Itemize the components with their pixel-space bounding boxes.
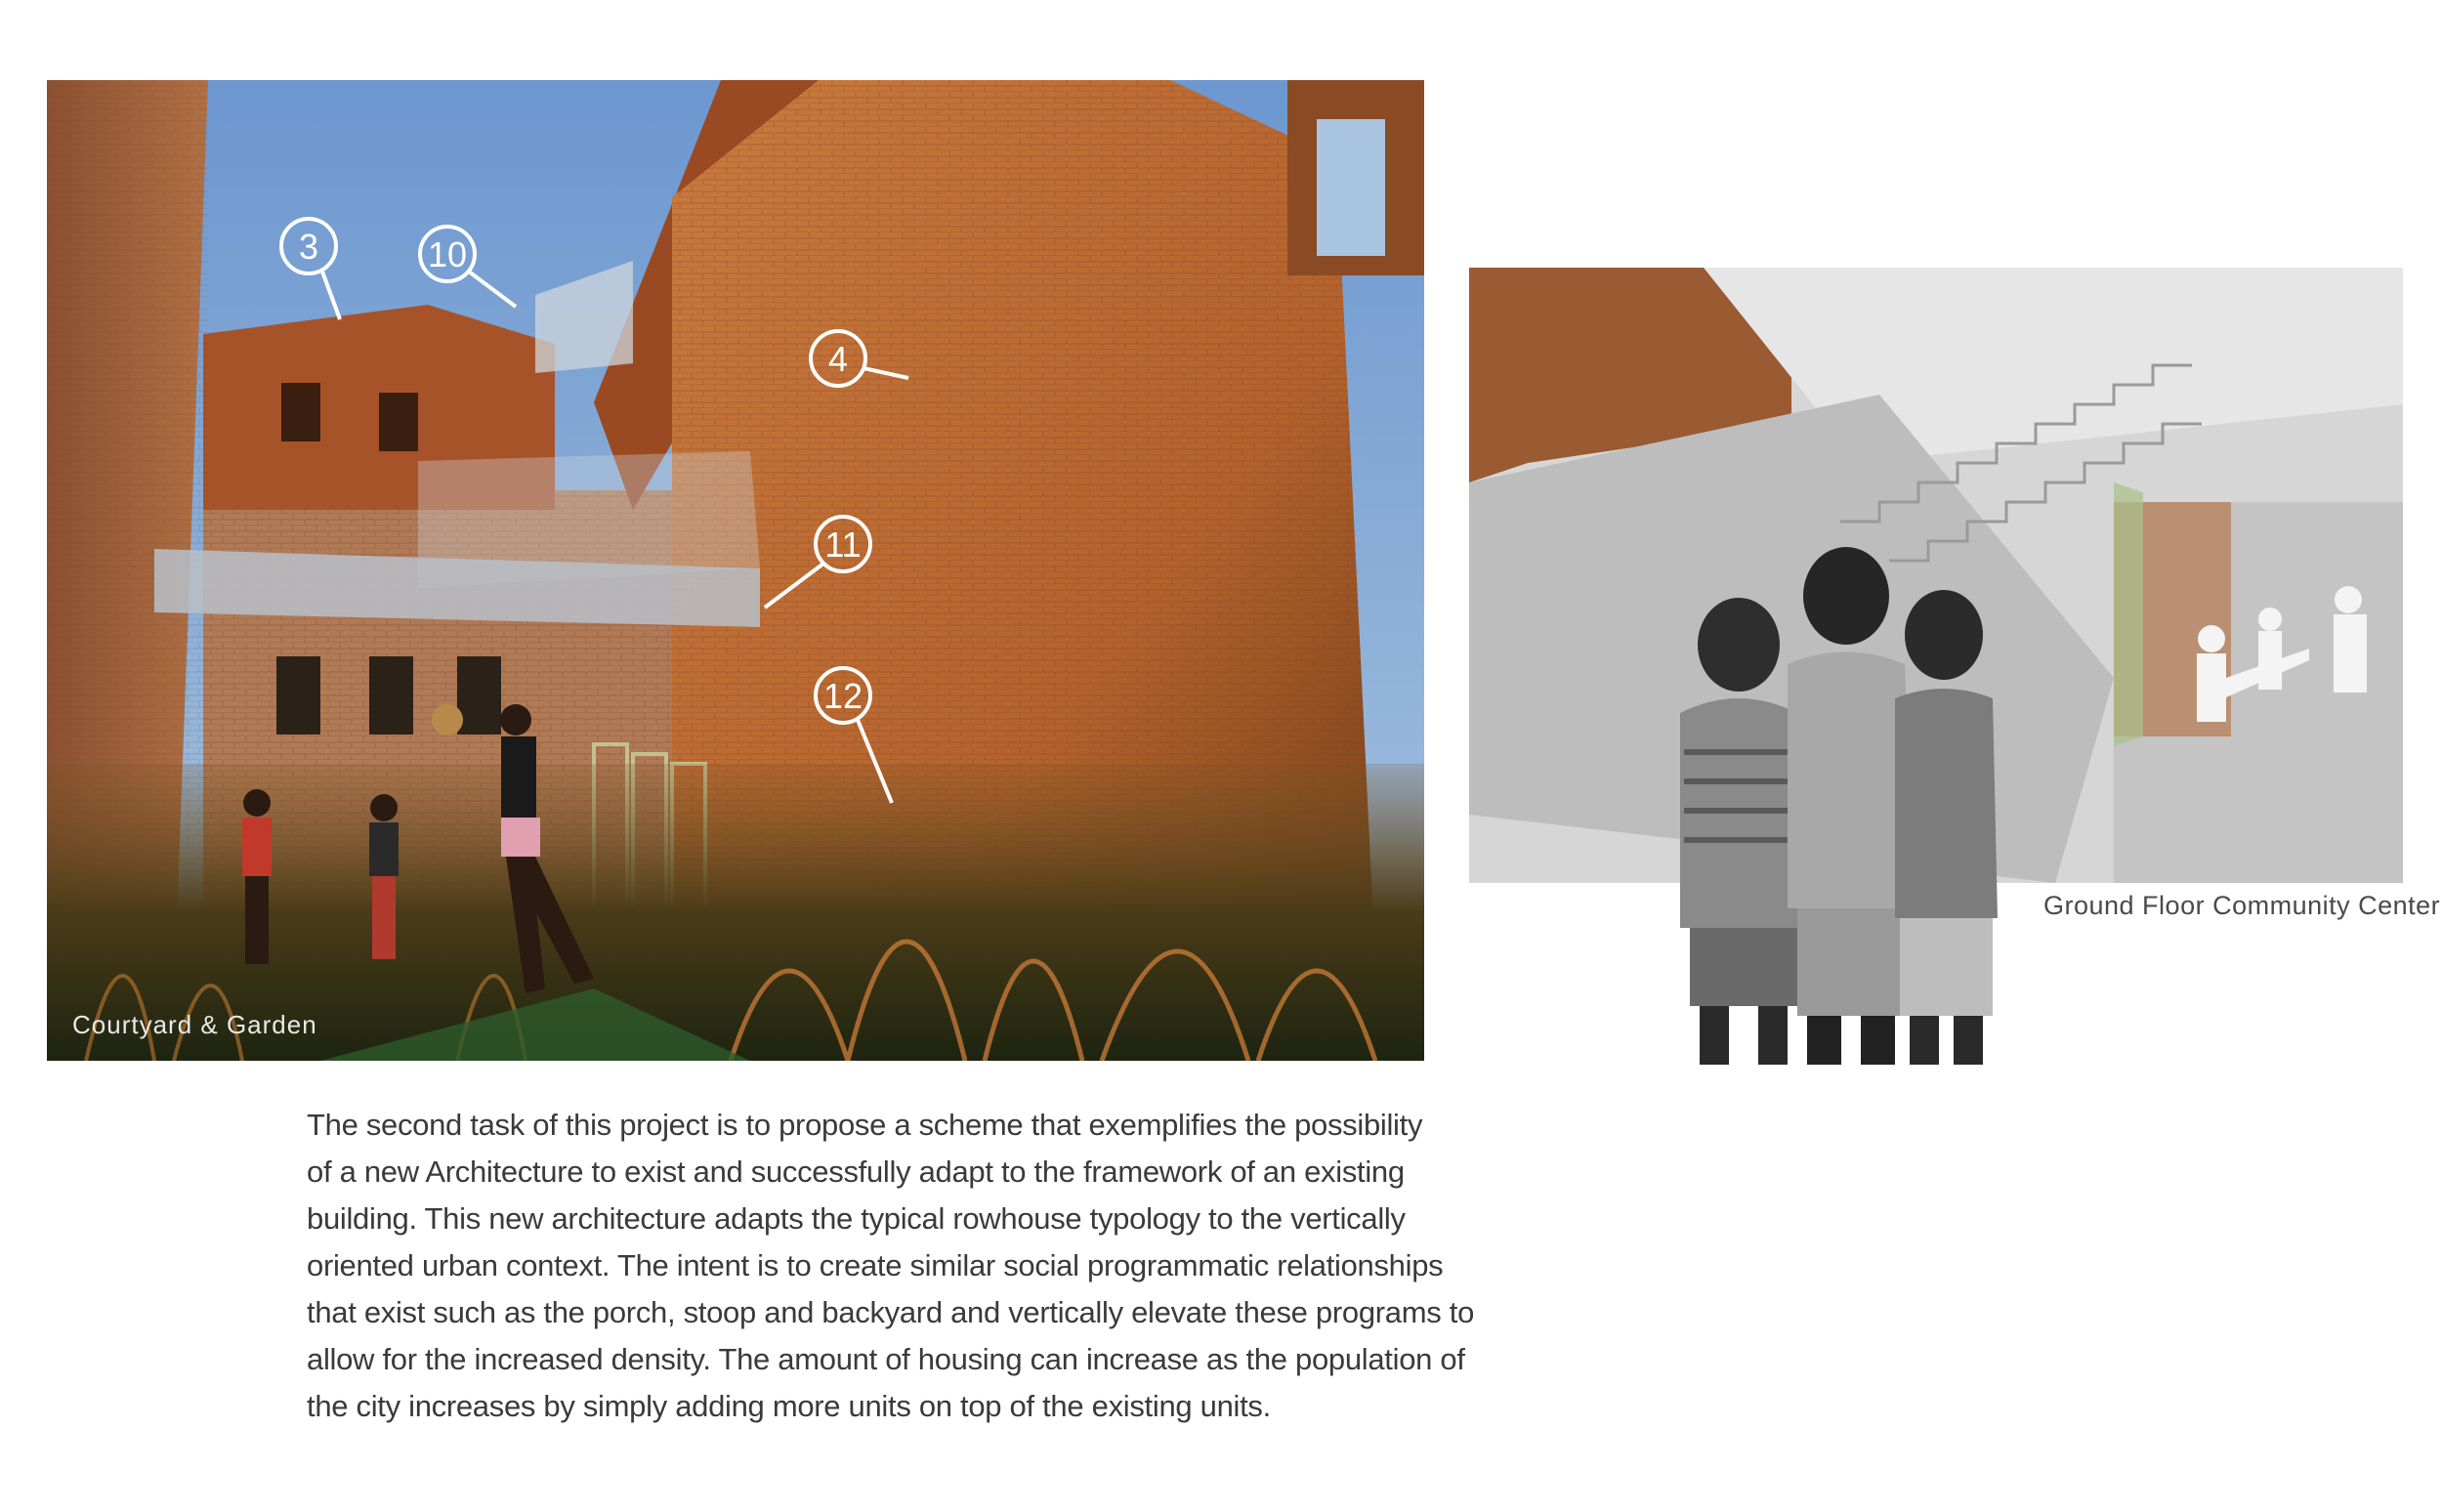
callout-4: 4 (827, 339, 849, 379)
courtyard-rendering (47, 80, 1424, 1061)
callout-12: 12 (822, 676, 863, 716)
courtyard-illustration (47, 80, 1424, 1061)
description-line: of a new Architecture to exist and successfully adapt to the framework of an existing (307, 1155, 1405, 1189)
description-line: oriented urban context. The intent is to create similar social programmatic relationships (307, 1248, 1444, 1282)
description-line: allow for the increased density. The amount of housing can increase as the population of (307, 1342, 1465, 1376)
courtyard-caption: Courtyard & Garden (72, 1010, 317, 1039)
children-illustration (1661, 518, 2032, 1065)
description-line: building. This new architecture adapts the typical rowhouse typology to the vertically (307, 1201, 1406, 1236)
project-description (307, 1102, 1475, 1430)
callout-11: 11 (824, 525, 862, 565)
description-line: that exist such as the porch, stoop and backyard and vertically elevate these programs to (307, 1295, 1475, 1329)
community-caption: Ground Floor Community Center (2043, 891, 2441, 920)
callout-3: 3 (298, 227, 319, 267)
description-line: The second task of this project is to propose a scheme that exemplifies the possibility (307, 1108, 1423, 1142)
children-photo (1661, 518, 2032, 1065)
callout-10: 10 (427, 234, 468, 274)
description-line: the city increases by simply adding more units on top of the existing units. (307, 1389, 1271, 1423)
